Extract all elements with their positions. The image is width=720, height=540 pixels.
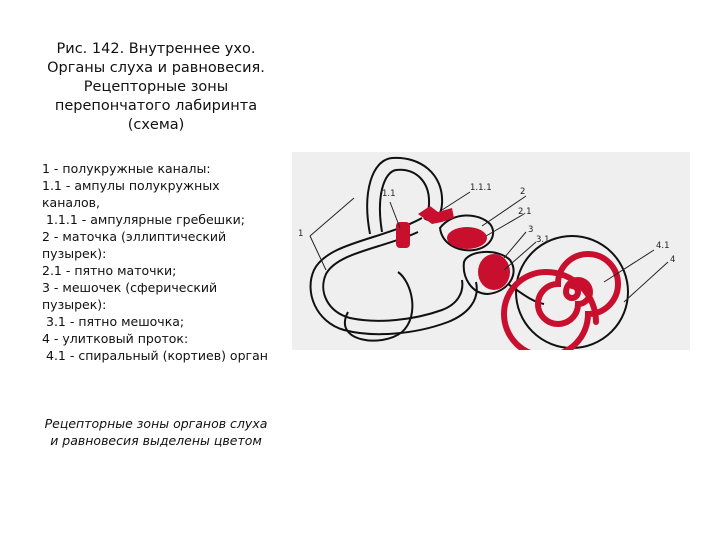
legend-item: 1.1.1 - ампулярные гребешки; [46,212,245,227]
legend-item: 2.1 - пятно маточки; [42,263,177,278]
label-1: 1 [298,229,304,239]
ampulla-red [396,222,410,248]
legend-list [42,160,270,364]
label-3: 3 [528,225,534,235]
macula-utricle [447,227,487,249]
macula-saccule [478,254,510,290]
labyrinth-diagram [292,152,690,350]
color-note: Рецепторные зоны органов слуха и равновесия выделены цветом [44,416,268,448]
label-4: 4 [670,255,676,265]
legend-item: 4 - улитковый проток: [42,331,189,346]
label-3-1: 3.1 [536,235,550,245]
label-2: 2 [520,187,526,197]
label-1-1: 1.1 [382,189,396,199]
label-2-1: 2.1 [518,207,532,217]
label-4-1: 4.1 [656,241,670,251]
legend-item: 3.1 - пятно мешочка; [46,314,185,329]
legend-item: 1.1 - ампулы полукружных каналов, [42,178,220,210]
legend-item: 1 - полукружные каналы: [42,161,211,176]
legend-item: 2 - маточка (эллиптический пузырек): [42,229,227,261]
legend-item: 4.1 - спиральный (кортиев) орган [46,348,268,363]
legend-item: 3 - мешочек (сферический пузырек): [42,280,218,312]
figure-caption: Рис. 142. Внутреннее ухо. Органы слуха и равновесия. Рецепторные зоны перепончатого лабиринта (схема) [47,41,265,133]
label-1-1-1: 1.1.1 [470,183,492,193]
diagram-background [292,152,690,350]
